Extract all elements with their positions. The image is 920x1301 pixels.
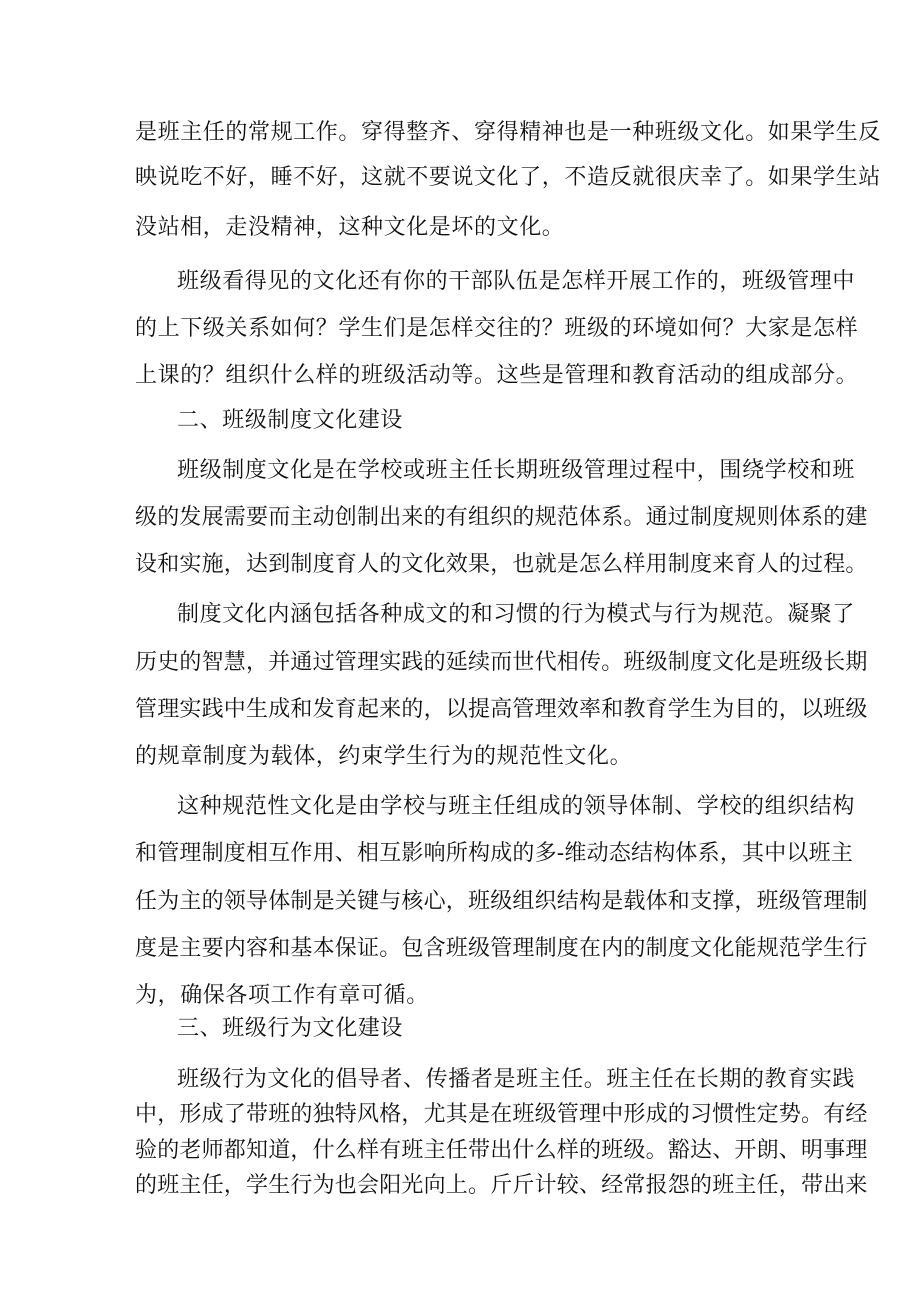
paragraph-line: 为，确保各项工作有章可循。 <box>135 983 429 1008</box>
paragraph-line: 的上下级关系如何？学生们是怎样交往的？班级的环境如何？大家是怎样 <box>135 316 859 341</box>
paragraph-line: 管理实践中生成和发育起来的，以提高管理效率和教育学生为目的，以班级 <box>135 697 868 722</box>
paragraph-line: 中，形成了带班的独特风格，尤其是在班级管理中形成的习惯性定势。有经 <box>135 1102 868 1127</box>
paragraph-line: 度是主要内容和基本保证。包含班级管理制度在内的制度文化能规范学生行 <box>135 936 868 961</box>
paragraph-line: 设和实施，达到制度育人的文化效果，也就是怎么样用制度来育人的过程。 <box>135 552 868 577</box>
paragraph-line: 制度文化内涵包括各种成文的和习惯的行为模式与行为规范。凝聚了 <box>177 602 856 627</box>
paragraph-line: 级的发展需要而主动创制出来的有组织的规范体系。通过制度规则体系的建 <box>135 505 868 530</box>
paragraph-line: 班级制度文化是在学校或班主任长期班级管理过程中，围绕学校和班 <box>177 458 856 483</box>
section-heading: 二、班级制度文化建设 <box>177 408 404 433</box>
paragraph-line: 的规章制度为载体，约束学生行为的规范性文化。 <box>135 744 633 769</box>
paragraph-line: 这种规范性文化是由学校与班主任组成的领导体制、学校的组织结构 <box>177 794 856 819</box>
paragraph-line: 和管理制度相互作用、相互影响所构成的多-维动态结构体系，其中以班主 <box>135 841 854 866</box>
paragraph-line: 映说吃不好，睡不好，这就不要说文化了，不造反就很庆幸了。如果学生站 <box>135 165 881 190</box>
paragraph-line: 上课的？组织什么样的班级活动等。这些是管理和教育活动的组成部分。 <box>135 363 859 388</box>
paragraph-line: 是班主任的常规工作。穿得整齐、穿得精神也是一种班级文化。如果学生反 <box>135 120 881 145</box>
paragraph-line: 没站相，走没精神，这种文化是坏的文化。 <box>135 215 565 240</box>
section-heading: 三、班级行为文化建设 <box>177 1016 404 1041</box>
paragraph-line: 历史的智慧，并通过管理实践的延续而世代相传。班级制度文化是班级长期 <box>135 650 868 675</box>
paragraph-line: 任为主的领导体制是关键与核心，班级组织结构是载体和支撑，班级管理制 <box>135 889 868 914</box>
paragraph-line: 的班主任，学生行为也会阳光向上。斤斤计较、经常报怨的班主任，带出来 <box>135 1173 868 1198</box>
paragraph-line: 班级行为文化的倡导者、传播者是班主任。班主任在长期的教育实践 <box>177 1067 856 1092</box>
paragraph-line: 班级看得见的文化还有你的干部队伍是怎样开展工作的，班级管理中 <box>177 269 856 294</box>
paragraph-line: 验的老师都知道，什么样有班主任带出什么样的班级。豁达、开朗、明事理 <box>135 1138 868 1163</box>
